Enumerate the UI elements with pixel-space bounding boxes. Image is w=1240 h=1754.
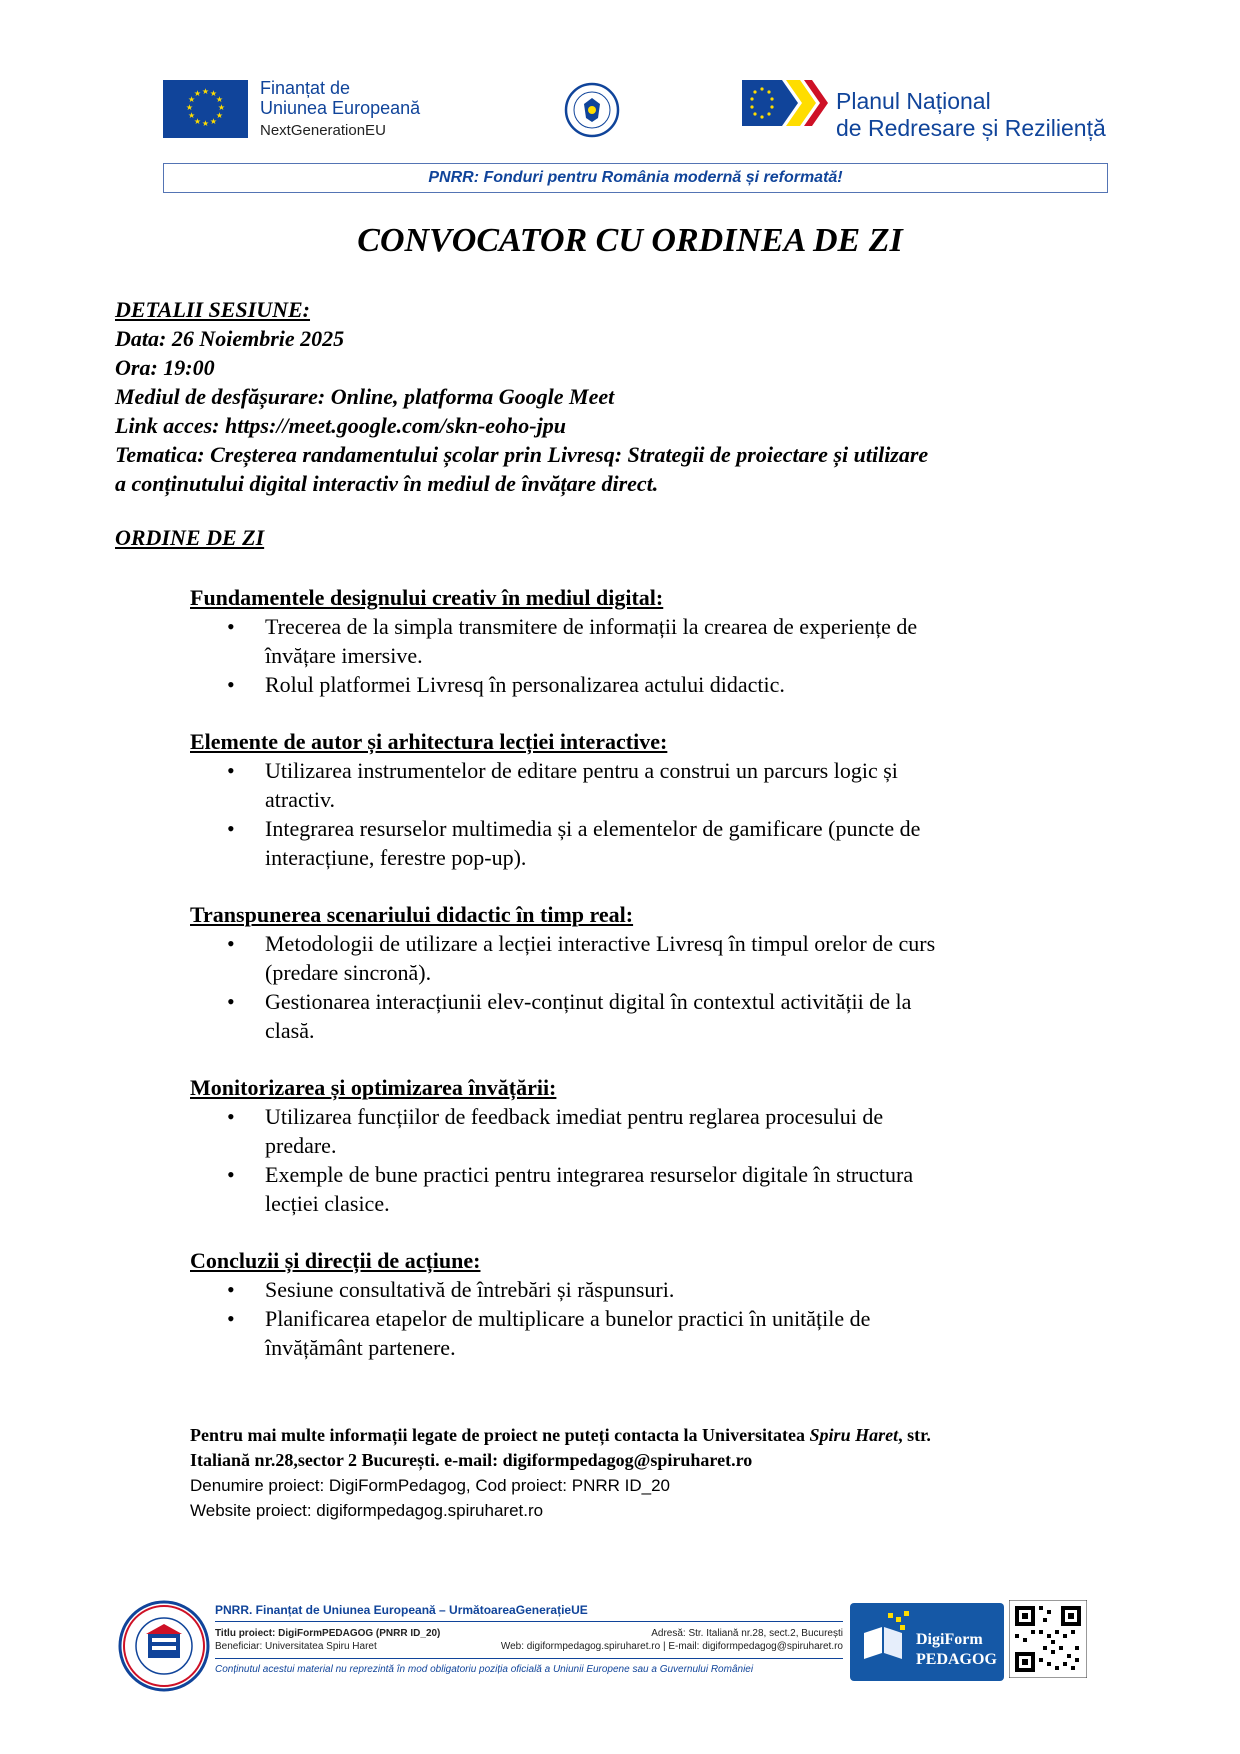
qr-code-icon (1009, 1600, 1087, 1678)
svg-text:★: ★ (188, 111, 196, 120)
digiform-pedagog-logo (850, 1603, 1004, 1681)
agenda-item-line: predare. (265, 1133, 337, 1158)
svg-text:★: ★ (185, 103, 194, 112)
agenda-item (190, 1304, 1070, 1362)
agenda-section-title: Fundamentele designului creativ în mediul digital: (190, 585, 664, 610)
agenda-item-line: Planificarea etapelor de multiplicare a bunelor practici în unitățile de (265, 1306, 871, 1331)
bullet-icon: • (227, 1277, 235, 1302)
bullet-icon: • (227, 931, 235, 956)
footer-disclaimer: Conținutul acestui material nu reprezintă în mod obligatoriu poziția oficială a Uniunii Europene sau a Guvernului României (215, 1658, 843, 1676)
contact-text: Pentru mai multe informații legate de proiect ne puteți contacta la Universitatea (190, 1425, 810, 1445)
document-title: CONVOCATOR CU ORDINEA DE ZI (357, 222, 903, 259)
bullet-icon: • (227, 816, 235, 841)
svg-text:★: ★ (201, 119, 210, 128)
svg-text:★: ★ (193, 116, 202, 126)
project-website: Website proiect: digiformpedagog.spiruharet.ro (190, 1501, 544, 1520)
eu-line-2: Uniunea Europeană (260, 98, 421, 118)
svg-text:★: ★ (209, 116, 218, 126)
agenda-item-line: lecției clasice. (265, 1191, 390, 1216)
book-icon (854, 1603, 914, 1681)
footer-address: Adresă: Str. Italiană nr.28, sect.2, București (651, 1628, 843, 1639)
agenda-section (190, 900, 1070, 1045)
agenda-section-title: Concluzii și direcții de acțiune: (190, 1248, 481, 1273)
svg-text:★: ★ (209, 89, 218, 99)
footer-row (215, 1627, 843, 1640)
session-topic-line-2: a conținutului digital interactiv în mediul de învățare direct. (115, 471, 659, 496)
bullet-icon: • (227, 614, 235, 639)
agenda-section (190, 727, 1070, 872)
pnrr-logo-icon (742, 80, 828, 126)
agenda-item-line: învățământ partenere. (265, 1335, 456, 1360)
logo-line-2: PEDAGOG (916, 1651, 997, 1668)
agenda-item (190, 987, 1070, 1045)
agenda-item-line: Metodologii de utilizare a lecției interactive Livresq în timpul orelor de curs (265, 931, 936, 956)
agenda-item (190, 929, 1070, 987)
agenda-item (190, 1160, 1070, 1218)
session-medium: Mediul de desfășurare: Online, platforma Google Meet (115, 384, 615, 409)
agenda-item (190, 670, 1070, 699)
agenda-heading: ORDINE DE ZI (115, 525, 265, 550)
eu-line-1: Finanțat de (260, 78, 351, 98)
logo-line-1: DigiForm (916, 1631, 983, 1648)
agenda-item-line: Trecerea de la simpla transmitere de informații la crearea de experiențe de (265, 614, 918, 639)
details-heading: DETALII SESIUNE: (115, 297, 311, 322)
agenda-item-line: Gestionarea interacțiunii elev-conținut digital în contextul activității de la (265, 989, 912, 1014)
agenda-section-title: Transpunerea scenariului didactic în timp real: (190, 902, 634, 927)
agenda-item-line: (predare sincronă). (265, 960, 432, 985)
session-link[interactable]: Link acces: https://meet.google.com/skn-eoho-jpu (115, 413, 566, 438)
bullet-icon: • (227, 672, 235, 697)
pnrr-line-2: de Redresare și Reziliență (836, 115, 1106, 141)
pnrr-banner: PNRR: Fonduri pentru România modernă și reformată! (163, 163, 1108, 193)
agenda-list (190, 583, 1070, 1390)
footer-project-title: Titlu proiect: DigiFormPEDAGOG (PNRR ID_20) (215, 1628, 441, 1639)
university-seal-icon (118, 1600, 210, 1692)
agenda-item-line: clasă. (265, 1018, 315, 1043)
footer-info (215, 1604, 843, 1676)
agenda-item (190, 814, 1070, 872)
svg-text:★: ★ (188, 95, 196, 104)
agenda-section-title: Monitorizarea și optimizarea învățării: (190, 1075, 557, 1100)
footer-beneficiary: Beneficiar: Universitatea Spiru Haret (215, 1641, 377, 1652)
bullet-icon: • (227, 758, 235, 783)
agenda-section (190, 1246, 1070, 1362)
government-seal-icon (564, 82, 620, 138)
svg-text:★: ★ (215, 111, 223, 120)
university-name: Spiru Haret (809, 1425, 899, 1445)
agenda-item-line: Utilizarea instrumentelor de editare pentru a construi un parcurs logic și (265, 758, 898, 783)
agenda-item-line: Integrarea resurselor multimedia și a elementelor de gamificare (puncte de (265, 816, 921, 841)
footer-web: Web: digiformpedagog.spiruharet.ro | E-mail: digiformpedagog@spiruharet.ro (500, 1641, 843, 1652)
contact-line-2: Italiană nr.28,sector 2 București. e-mail: digiformpedagog@spiruharet.ro (190, 1450, 753, 1470)
eu-line-3: NextGenerationEU (260, 122, 386, 139)
agenda-item (190, 756, 1070, 814)
eu-funding-label (260, 78, 420, 141)
contact-line-1 (190, 1423, 1090, 1448)
session-details (115, 295, 928, 498)
agenda-item-line: Exemple de bune practici pentru integrarea resurselor digitale în structura (265, 1162, 914, 1187)
agenda-item-line: învățare imersive. (265, 643, 423, 668)
agenda-item-line: interacțiune, ferestre pop-up). (265, 845, 527, 870)
agenda-section (190, 1073, 1070, 1218)
eu-flag-icon (163, 80, 248, 138)
agenda-item (190, 1102, 1070, 1160)
footer-row (215, 1640, 843, 1653)
agenda-item-line: atractiv. (265, 787, 336, 812)
pnrr-line-1: Planul Național (836, 88, 991, 114)
pnrr-label (836, 88, 1106, 142)
agenda-section (190, 583, 1070, 699)
session-date: Data: 26 Noiembrie 2025 (115, 326, 345, 351)
agenda-item (190, 612, 1070, 670)
bullet-icon: • (227, 1306, 235, 1331)
bullet-icon: • (227, 1162, 235, 1187)
bullet-icon: • (227, 1104, 235, 1129)
agenda-item-line: Rolul platformei Livresq în personalizarea actului didactic. (265, 672, 785, 697)
svg-text:★: ★ (193, 89, 202, 99)
svg-text:★: ★ (215, 95, 223, 104)
bullet-icon: • (227, 989, 235, 1014)
footer-heading: PNRR. Finanțat de Uniunea Europeană – UrmătoareaGenerațieUE (215, 1604, 843, 1622)
session-time: Ora: 19:00 (115, 355, 215, 380)
svg-text:★: ★ (217, 103, 226, 112)
agenda-item-line: Sesiune consultativă de întrebări și răspunsuri. (265, 1277, 675, 1302)
agenda-item (190, 1275, 1070, 1304)
contact-text: , str. (898, 1425, 931, 1445)
session-topic-line-1: Tematica: Creșterea randamentului școlar prin Livresq: Strategii de proiectare și utilizare (115, 442, 929, 467)
agenda-section-title: Elemente de autor și arhitectura lecției interactive: (190, 729, 668, 754)
agenda-item-line: Utilizarea funcțiilor de feedback imediat pentru reglarea procesului de (265, 1104, 884, 1129)
project-name: Denumire proiect: DigiFormPedagog, Cod proiect: PNRR ID_20 (190, 1476, 670, 1495)
contact-info (190, 1423, 1090, 1523)
svg-text:★: ★ (201, 87, 210, 96)
